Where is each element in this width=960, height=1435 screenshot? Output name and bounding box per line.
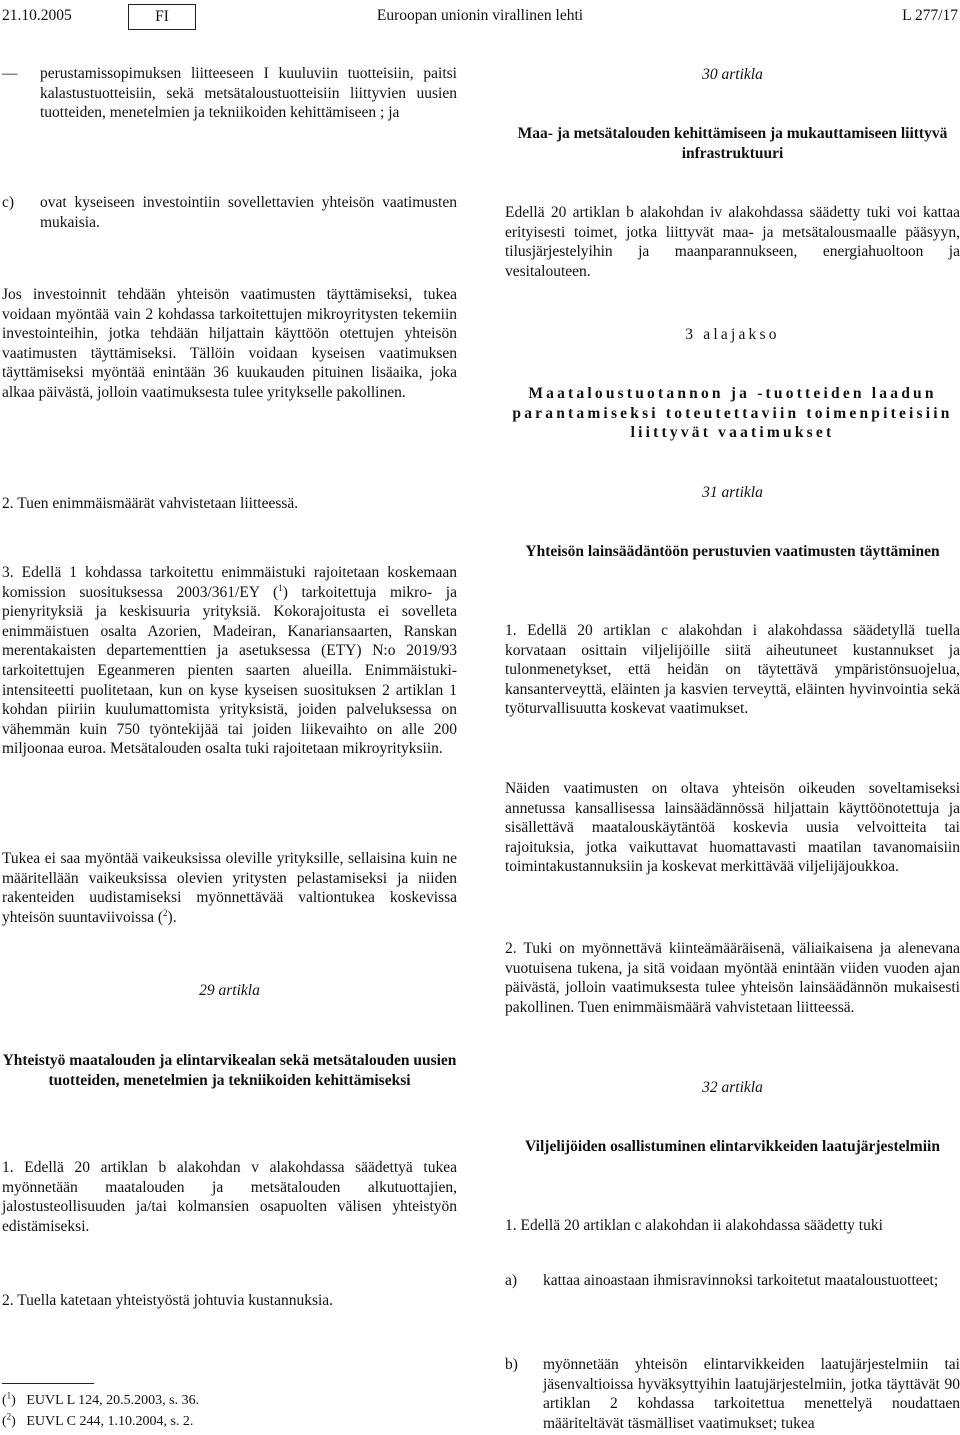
item-marker-b: b) xyxy=(505,1356,518,1373)
paragraph-jos: Jos investoinnit tehdään yhteisön vaatimusten täyttämiseksi, tukea voidaan myöntää vain 2 kohdassa tarkoitettujen mikroyritysten tekemiin investointeihin, jotka tehdään hiljattain käyttöön otettujen yhteisön vaatimusten täyttämiseksi. Tällöin voidaan kyseisen vaatimuksen täyttämiseksi myöntää enintään 36 kuukauden pituinen lisäaika, joka alkaa päivästä, jolloin vaatimuksesta tulee yritykselle pakollinen. xyxy=(2,286,457,401)
article-29-title: Yhteistyö maatalouden ja elintarvikealan sekä metsätalouden uusien tuotteiden, menetelmien ja tekniikoiden kehittämiseksi xyxy=(2,1052,457,1089)
article-31-paragraph-1b: Näiden vaatimusten on oltava yhteisön oikeuden soveltamiseksi annetussa kansallisessa lainsäädännössä hiljattain käyttöönotettuja ja sisällettävä maatalouskäytäntöä koskevia uusia velvoitteita tai rajoituksia, jotka vaikuttavat huomattavasti maatilan tavanomaisiin toimintakustannuksiin ja koskevat merkittävää viljelijäjoukkoa. xyxy=(505,780,960,876)
article-30-title: Maa- ja metsätalouden kehittämiseen ja mukauttamiseen liittyvä infrastruktuuri xyxy=(517,125,948,162)
footnote-ref-2[interactable]: 2 xyxy=(163,907,168,918)
article-31-paragraph-2: 2. Tuki on myönnettävä kiinteämääräisenä, väliaikaisena ja alenevana vuotuisena tukena, ja sitä voidaan myöntää enintään viiden vuoden ajan päivästä, jolloin vaatimuksesta tulee yhteisön lainsäädännön mukaisesti pakollinen. Tuen enimmäismäärä vahvistetaan liitteessä. xyxy=(505,940,960,1016)
paragraph-3-start: 3. Edellä 1 kohdassa tarkoitettu enimmäistuki rajoitetaan koskemaan komission suosituksessa 2003/361/EY ( xyxy=(2,564,457,601)
subsection-3-heading: 3 alajakso xyxy=(685,326,780,343)
dash-list-item xyxy=(2,64,457,123)
item-text-c: ovat kyseiseen investointiin sovellettavien yhteisön vaatimusten mukaisia. xyxy=(40,194,457,231)
page-header xyxy=(0,0,960,34)
item-marker-a: a) xyxy=(505,1272,518,1289)
journal-title: Euroopan unionin virallinen lehti xyxy=(376,7,584,24)
footnote-1: ($^1$) EUVL L 124, 20.5.2003, s. 36. xyxy=(2,1390,200,1408)
article-30-heading: 30 artikla xyxy=(702,66,763,83)
footnote-2-text: EUVL C 244, 1.10.2004, s. 2. xyxy=(26,1414,194,1429)
article-29-paragraph-1: 1. Edellä 20 artiklan b alakohdan v alakohdassa säädettyä tukea myönnetään maatalouden ja metsätalouden alkutuottajien, jalostusteollisuuden ja/tai kolmansien osapuolten välisen yhteistyön edistämiseksi. xyxy=(2,1159,457,1235)
header-date: 21.10.2005 xyxy=(2,7,72,24)
article-30-paragraph: Edellä 20 artiklan b alakohdan iv alakohdassa säädetty tuki voi kattaa erityisesti toimet, jotka liittyvät maa- ja metsätalousmaalle pääsyyn, tilusjärjestelyihin ja maanparannukseen, energiahuoltoon ja vesitalouteen. xyxy=(505,204,960,280)
paragraph-tukea-start: Tukea ei saa myöntää vaikeuksissa oleville yrityksille, sellaisina kuin ne määritellään vaikeuksissa olevien yritysten pelastamiseksi ja niiden rakenteiden uudistamiseksi myönnettävää valtiontukea koskevissa yhteisön suuntaviivoissa ( xyxy=(2,850,457,926)
article-29-paragraph-2: 2. Tuella katetaan yhteistyöstä johtuvia kustannuksia. xyxy=(2,1292,334,1309)
article-31-paragraph-1: 1. Edellä 20 artiklan c alakohdan i alakohdassa säädetyllä tuella korvataan osittain viljelijöille siitä aiheutuneet kustannukset ja tulonmenetykset, että heidän on täytettävä ympäristönsuojelua, kansanterveyttä, eläinten ja kasvien terveyttä, eläinten hyvinvointia sekä työturvallisuutta koskevat vaatimukset. xyxy=(505,622,960,718)
dash-item-text: perustamissopimuksen liitteeseen I kuuluviin tuotteisiin, paitsi kalastustuotteisiin, sekä metsätaloustuotteisiin liittyvien uusien tuotteiden, menetelmien ja tekniikoiden kehittämiseen ; ja xyxy=(40,65,457,122)
paragraph-3-end: ) tarkoitettuja mikro- ja pienyrityksiä ja keskisuuria yrityksiä. Kokorajoitusta ei sovelleta enimmäistuen osalta Azorien, Madeiran, Kanariansaarten, Ranskan merentakaisten departementtien ja asetuksessa (ETY) N:o 2019/93 tarkoitettujen Egeanmeren pienten saarten alueilla. Enimmäistuki-intensiteetti puolitetaan, kun on kyse kyseisen suosituksen 2 artiklan 1 kohdan piiriin kuulumattomista yrityksistä, joiden palveluksessa on vähemmän kuin 750 työntekijää tai joiden liikevaihto on alle 200 miljoonaa euroa. Metsätalouden osalta tuki rajoitetaan mikroyrityksiin. xyxy=(2,583,457,758)
paragraph-tukea-end: ). xyxy=(167,908,177,926)
footnote-1-number: 1 xyxy=(6,1390,12,1401)
paragraph-tukea xyxy=(2,849,457,927)
paragraph-2: 2. Tuen enimmäismäärät vahvistetaan liitteessä. xyxy=(2,495,299,512)
language-box: FI xyxy=(128,4,196,30)
footnote-2: ($^2$) EUVL C 244, 1.10.2004, s. 2. xyxy=(2,1411,194,1429)
item-marker-c: c) xyxy=(2,194,15,211)
article-32-paragraph-1: 1. Edellä 20 artiklan c alakohdan ii alakohdassa säädetty tuki xyxy=(505,1217,883,1234)
page-number: L 277/17 xyxy=(902,7,958,24)
footnote-separator xyxy=(2,1383,94,1384)
paragraph-3 xyxy=(2,563,457,759)
item-text-a: kattaa ainoastaan ihmisravinnoksi tarkoitetut maataloustuotteet; xyxy=(543,1272,939,1289)
dash-marker: — xyxy=(2,65,18,82)
subsection-3-title: Maataloustuotannon ja -tuotteiden laadun parantamiseksi toteutettaviin toimenpiteisiin liittyvät vaatimukset xyxy=(512,385,953,442)
article-31-title: Yhteisön lainsäädäntöön perustuvien vaatimusten täyttäminen xyxy=(525,543,940,560)
item-text-b: myönnetään yhteisön elintarvikkeiden laatujärjestelmiin tai jäsenvaltioissa hyväksyttyihin laatujärjestelmiin, jotka täyttävät 90 artiklan 2 kohdassa tarkoitettua menettelyä noudattaen määriteltävät täsmälliset vaatimukset; tukea xyxy=(543,1356,960,1432)
article-31-heading: 31 artikla xyxy=(702,484,763,501)
footnote-2-number: 2 xyxy=(6,1411,12,1422)
article-32-heading: 32 artikla xyxy=(702,1079,763,1096)
article-29-heading: 29 artikla xyxy=(199,982,260,999)
footnote-1-text: EUVL L 124, 20.5.2003, s. 36. xyxy=(26,1393,200,1408)
article-32-title: Viljelijöiden osallistuminen elintarvikkeiden laatujärjestelmiin xyxy=(525,1138,940,1155)
footnote-ref-1[interactable]: 1 xyxy=(278,582,283,593)
